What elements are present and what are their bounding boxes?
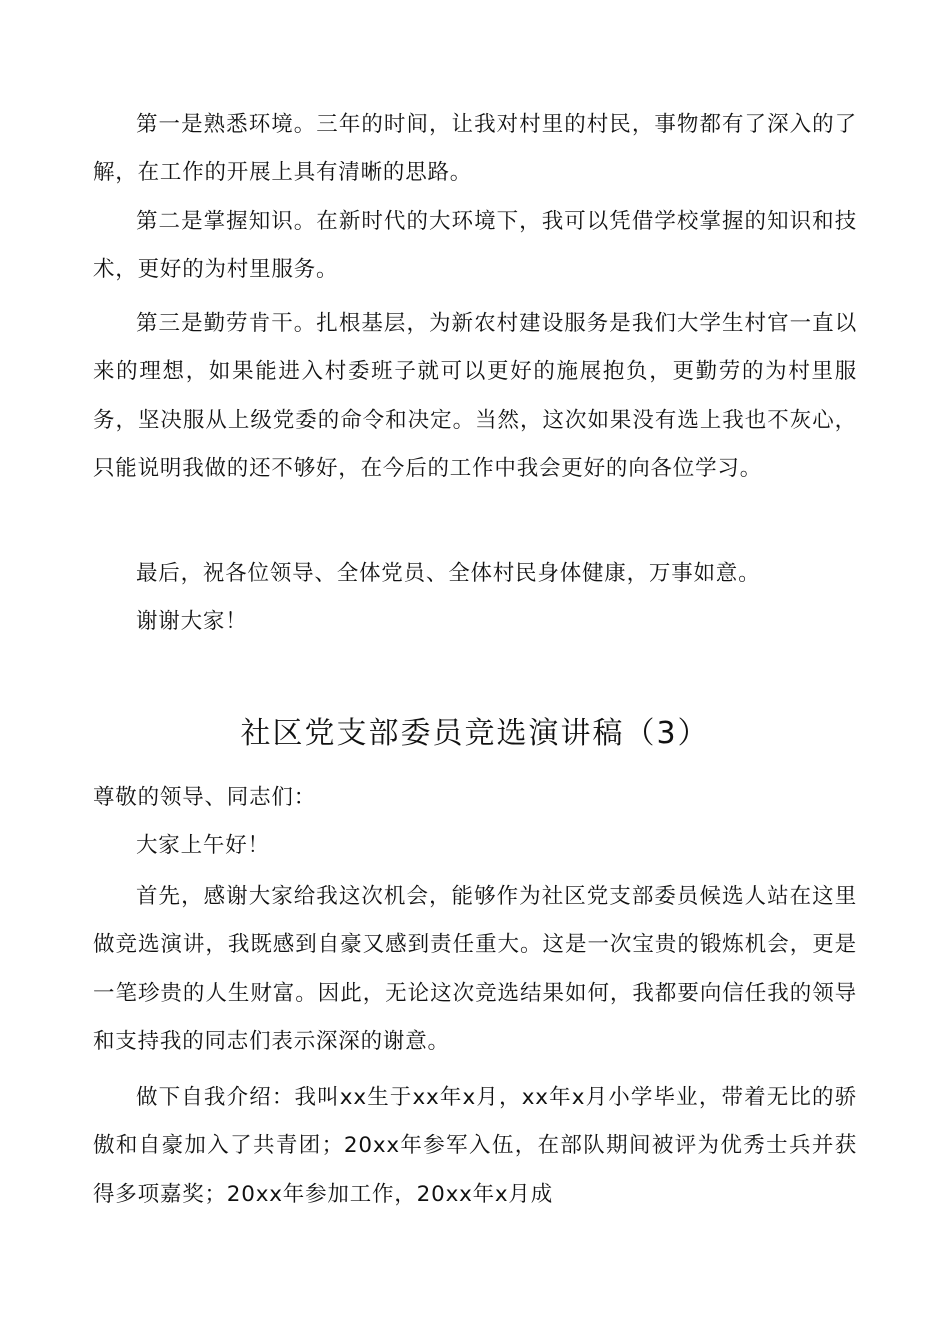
- paragraph-gratitude: 首先，感谢大家给我这次机会，能够作为社区党支部委员候选人站在这里做竞选演讲，我既感到自豪又感到责任重大。这是一次宝贵的锻炼机会，更是一笔珍贵的人生财富。因此，无论这次竞选结果如何，我都要向信任我的领导和支持我的同志们表示深深的谢意。: [93, 884, 857, 1054]
- paragraph-master-knowledge: 第二是掌握知识。在新时代的大环境下，我可以凭借学校掌握的知识和技术，更好的为村里服务。: [93, 209, 857, 283]
- greeting: 大家上午好！: [136, 833, 270, 858]
- paragraph-closing-wishes: 最后，祝各位领导、全体党员、全体村民身体健康，万事如意。: [136, 561, 761, 586]
- salutation: 尊敬的领导、同志们：: [93, 785, 317, 810]
- paragraph-hardworking: 第三是勤劳肯干。扎根基层，为新农村建设服务是我们大学生村官一直以来的理想，如果能进入村委班子就可以更好的施展抱负，更勤劳的为村里服务，坚决服从上级党委的命令和决定。当然，这次如果没有选上我也不灰心，只能说明我做的还不够好，在今后的工作中我会更好的向各位学习。: [93, 311, 857, 481]
- paragraph-thanks: 谢谢大家！: [136, 609, 248, 634]
- paragraph-self-introduction: 做下自我介绍：我叫xx生于xx年x月，xx年x月小学毕业，带着无比的骄傲和自豪加入了共青团；20xx年参军入伍，在部队期间被评为优秀士兵并获得多项嘉奖；20xx年参加工作，20xx年x月成: [93, 1085, 857, 1207]
- paragraph-familiar-environment: 第一是熟悉环境。三年的时间，让我对村里的村民，事物都有了深入的了解，在工作的开展上具有清晰的思路。: [93, 112, 857, 186]
- section-title: 社区党支部委员竞选演讲稿（3）: [240, 716, 710, 751]
